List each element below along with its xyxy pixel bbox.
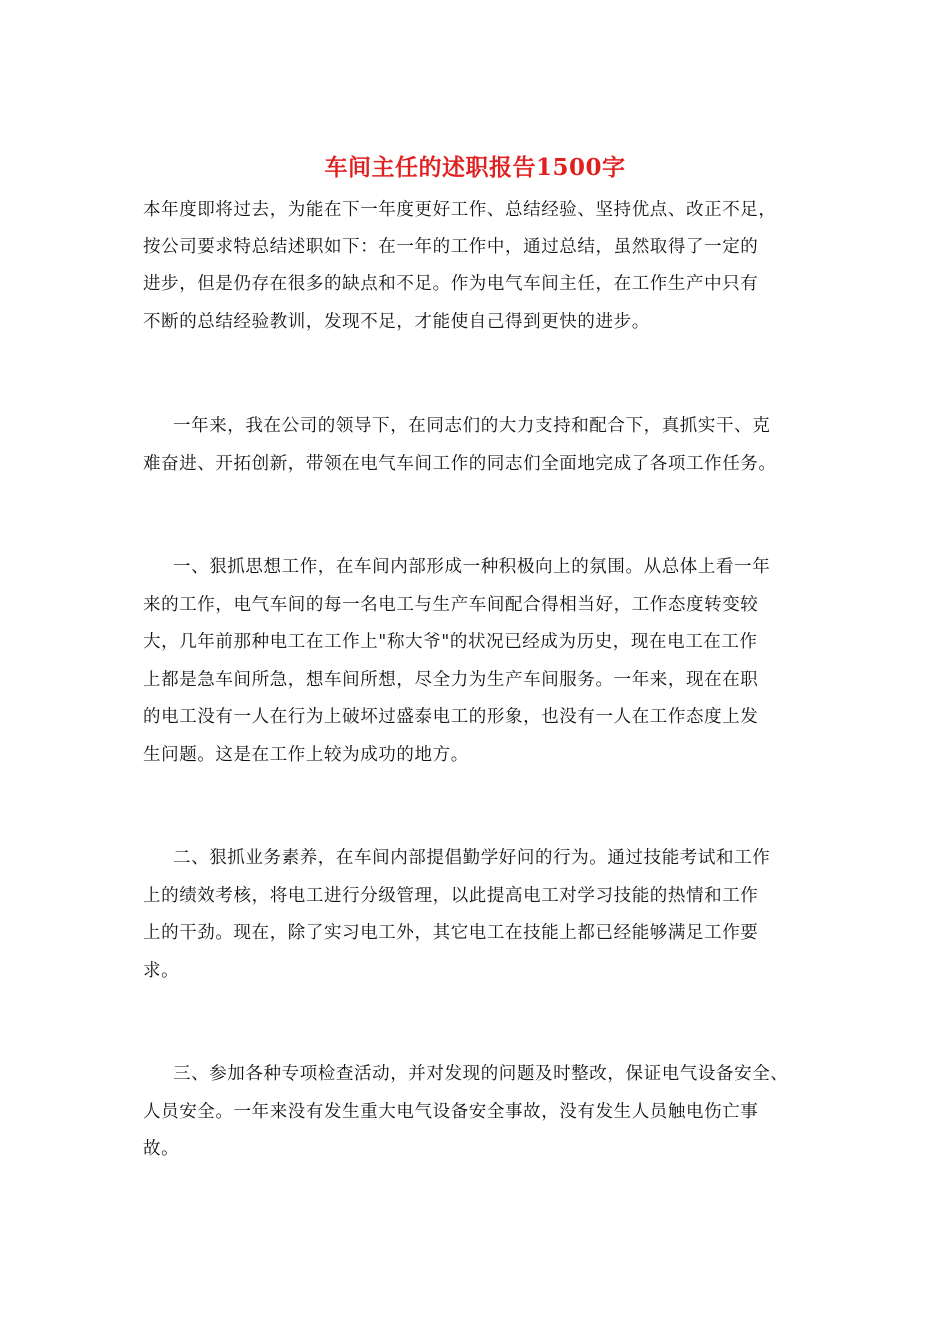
paragraph-1-line-3: 进步，但是仍存在很多的缺点和不足。作为电气车间主任，在工作生产中只有 [143, 274, 759, 294]
paragraph-3-line-4: 上都是急车间所急，想车间所想，尽全力为生产车间服务。一年来，现在在职 [143, 670, 759, 690]
paragraph-1-line-1: 本年度即将过去，为能在下一年度更好工作、总结经验、坚持优点、改正不足， [143, 200, 777, 220]
paragraph-3-line-1: 一、狠抓思想工作，在车间内部形成一种积极向上的氛围。从总体上看一年 [173, 557, 771, 577]
paragraph-2-line-1: 一年来，我在公司的领导下，在同志们的大力支持和配合下，真抓实干、克 [173, 416, 771, 436]
paragraph-5-line-2: 人员安全。一年来没有发生重大电气设备安全事故，没有发生人员触电伤亡事 [143, 1102, 759, 1122]
document-title: 车间主任的述职报告1500字 [324, 154, 626, 181]
paragraph-4-line-1: 二、狠抓业务素养，在车间内部提倡勤学好问的行为。通过技能考试和工作 [173, 848, 771, 868]
paragraph-4-line-4: 求。 [143, 961, 180, 981]
paragraph-4-line-2: 上的绩效考核，将电工进行分级管理，以此提高电工对学习技能的热情和工作 [143, 886, 759, 906]
paragraph-3-line-6: 生问题。这是在工作上较为成功的地方。 [143, 745, 469, 765]
paragraph-4-line-3: 上的干劲。现在，除了实习电工外，其它电工在技能上都已经能够满足工作要 [143, 923, 759, 943]
paragraph-3-line-5: 的电工没有一人在行为上破坏过盛泰电工的形象，也没有一人在工作态度上发 [143, 707, 759, 727]
paragraph-3-line-3: 大，几年前那种电工在工作上"称大爷"的状况已经成为历史，现在电工在工作 [143, 632, 758, 652]
paragraph-1-line-4: 不断的总结经验教训，发现不足，才能使自己得到更快的进步。 [143, 312, 650, 332]
paragraph-2-line-2: 难奋进、开拓创新，带领在电气车间工作的同志们全面地完成了各项工作任务。 [143, 454, 777, 474]
paragraph-5-line-1: 三、参加各种专项检查活动，并对发现的问题及时整改，保证电气设备安全、 [173, 1064, 789, 1084]
paragraph-1-line-2: 按公司要求特总结述职如下：在一年的工作中，通过总结，虽然取得了一定的 [143, 237, 759, 257]
paragraph-3-line-2: 来的工作，电气车间的每一名电工与生产车间配合得相当好，工作态度转变较 [143, 595, 759, 615]
paragraph-5-line-3: 故。 [143, 1139, 180, 1159]
